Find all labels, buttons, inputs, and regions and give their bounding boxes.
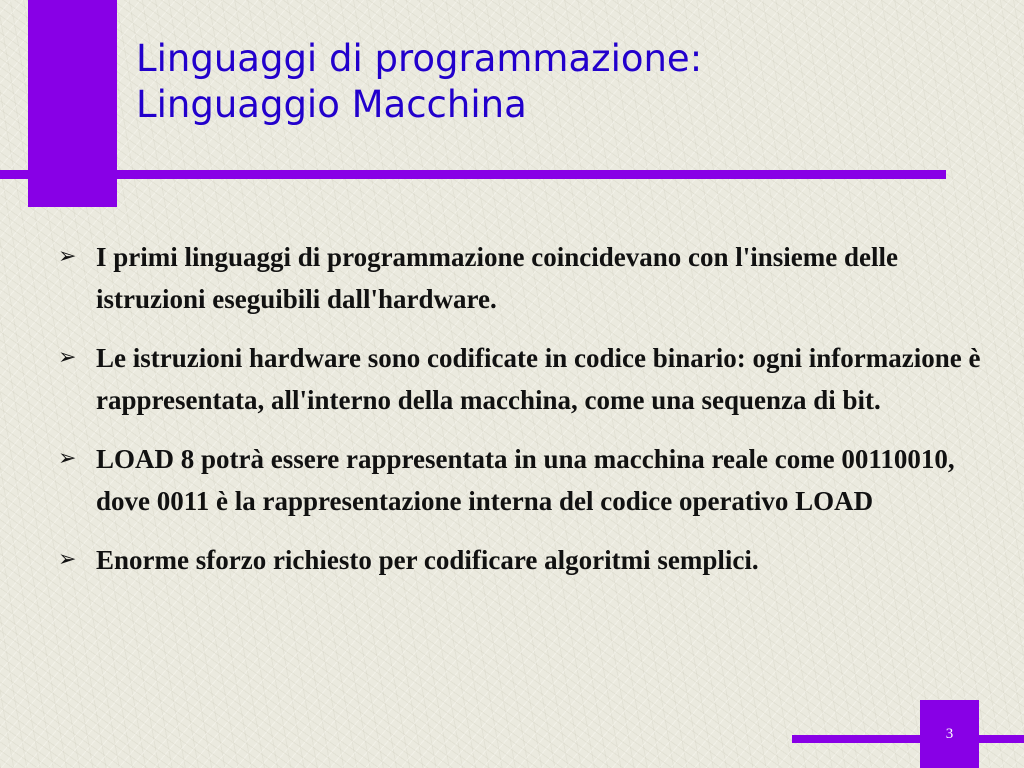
bullet-text: I primi linguaggi di programmazione coincidevano con l'insieme delle istruzioni eseguibili dall'hardware.	[96, 242, 898, 314]
arrowhead-bullet-icon: ➢	[58, 345, 77, 370]
title-line-1: Linguaggi di programmazione:	[136, 37, 703, 80]
bullet-item	[58, 236, 988, 320]
bullet-list	[58, 236, 988, 598]
footer-line	[792, 735, 1024, 743]
slide-title	[136, 36, 996, 128]
bullet-item	[58, 539, 988, 581]
arrowhead-bullet-icon: ➢	[58, 244, 77, 269]
bullet-text: Le istruzioni hardware sono codificate in codice binario: ogni informazione è rappresentata, all'interno della macchina, come una sequenza di bit.	[96, 343, 981, 415]
page-number: 3	[945, 726, 954, 742]
title-line-2: Linguaggio Macchina	[136, 83, 527, 126]
bullet-text: Enorme sforzo richiesto per codificare algoritmi semplici.	[96, 545, 759, 575]
title-underline	[0, 170, 946, 179]
bullet-item	[58, 438, 988, 522]
arrowhead-bullet-icon: ➢	[58, 547, 77, 572]
arrowhead-bullet-icon: ➢	[58, 446, 77, 471]
bullet-text: LOAD 8 potrà essere rappresentata in una macchina reale come 00110010, dove 0011 è la rappresentazione interna del codice operativo LOAD	[96, 444, 955, 516]
bullet-item	[58, 337, 988, 421]
